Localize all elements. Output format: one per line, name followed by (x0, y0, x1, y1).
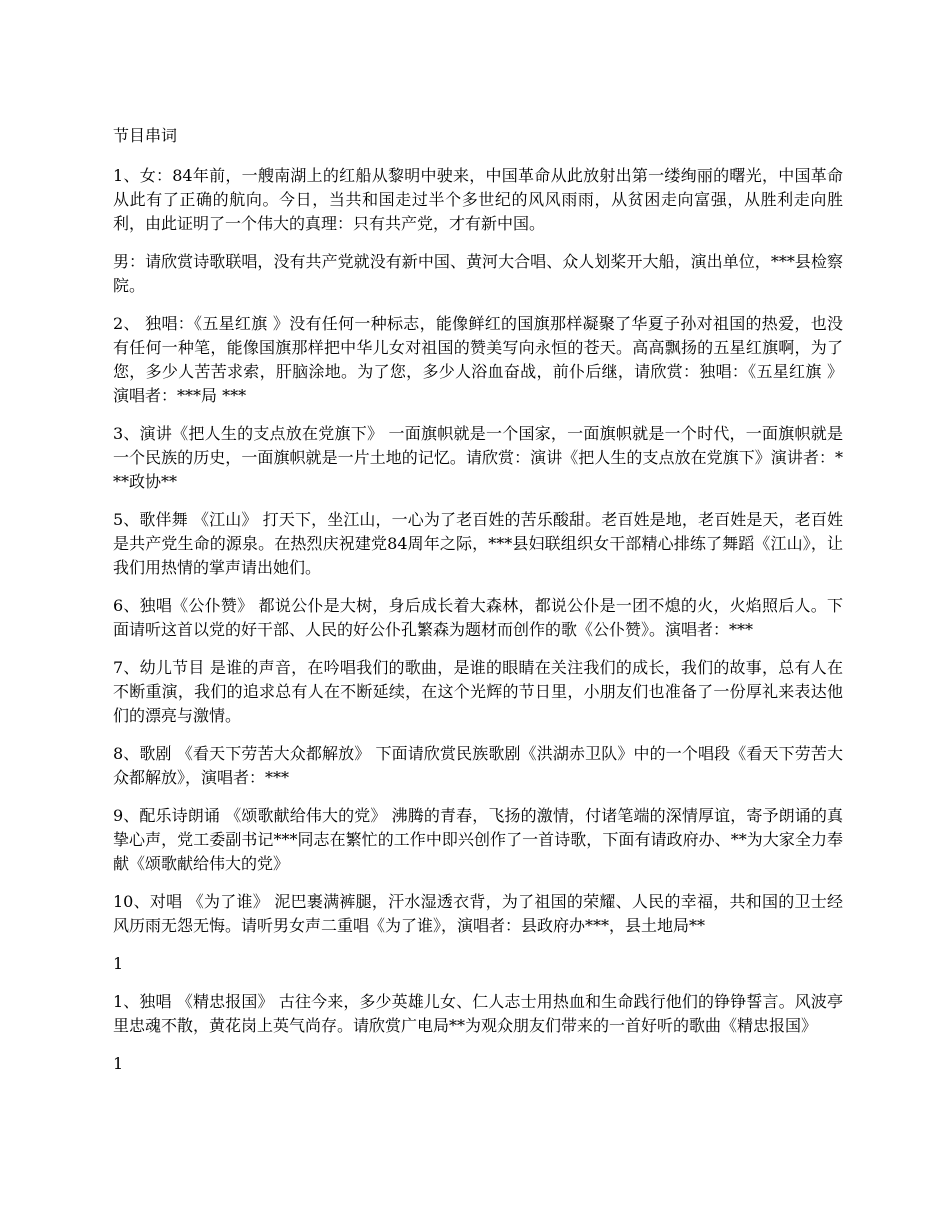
paragraph-1-patriot-song: 1、独唱 《精忠报国》 古往今来，多少英雄儿女、仁人志士用热血和生命践行他们的铮铮誓言。风波亭里忠魂不散，黄花岗上英气尚存。请欣赏广电局**为观众朋友们带来的一首好听的歌曲《精忠报国》 (113, 992, 843, 1035)
document-body (113, 124, 843, 1090)
paragraph-7-children: 7、幼儿节目 是谁的声音，在吟唱我们的歌曲，是谁的眼睛在关注我们的成长，我们的故事，总有人在不断重演，我们的追求总有人在不断延续，在这个光辉的节日里，小朋友们也准备了一份厚礼来表达他们的漂亮与激情。 (113, 658, 843, 725)
paragraph-6-solo: 6、独唱《公仆赞》 都说公仆是大树，身后成长着大森林，都说公仆是一团不熄的火，火焰照后人。下面请听这首以党的好干部、人民的好公仆孔繁森为题材而创作的歌《公仆赞》。演唱者：*** (113, 596, 843, 639)
page-number-bottom: 1 (113, 1054, 124, 1073)
paragraph-3-speech: 3、演讲《把人生的支点放在党旗下》 一面旗帜就是一个国家，一面旗帜就是一个时代，一面旗帜就是一个民族的历史，一面旗帜就是一片土地的记忆。请欣赏：演讲《把人生的支点放在党旗下》演讲者：***政协** (113, 424, 843, 491)
paragraph-8-opera: 8、歌剧 《看天下劳苦大众都解放》 下面请欣赏民族歌剧《洪湖赤卫队》中的一个唱段《看天下劳苦大众都解放》，演唱者：*** (113, 744, 843, 787)
paragraph-5-dance: 5、歌伴舞 《江山》 打天下，坐江山，一心为了老百姓的苦乐酸甜。老百姓是地，老百姓是天，老百姓是共产党生命的源泉。在热烈庆祝建党84周年之际，***县妇联组织女干部精心排练了舞蹈《江山》，让我们用热情的掌声请出她们。 (113, 510, 843, 577)
document-title: 节目串词 (113, 126, 178, 145)
paragraph-male-host: 男：请欣赏诗歌联唱，没有共产党就没有新中国、黄河大合唱、众人划桨开大船，演出单位，***县检察院。 (113, 252, 843, 295)
paragraph-1-female-host: 1、女：84年前，一艘南湖上的红船从黎明中驶来，中国革命从此放射出第一缕绚丽的曙光，中国革命从此有了正确的航向。今日，当共和国走过半个多世纪的风风雨雨，从贫困走向富强，从胜利走向胜利，由此证明了一个伟大的真理：只有共产党，才有新中国。 (113, 166, 843, 233)
paragraph-9-poem: 9、配乐诗朗诵 《颂歌献给伟大的党》 沸腾的青春，飞扬的激情，付诸笔端的深情厚谊，寄予朗诵的真挚心声，党工委副书记***同志在繁忙的工作中即兴创作了一首诗歌，下面有请政府办、**为大家全力奉献《颂歌献给伟大的党》 (113, 806, 843, 873)
paragraph-2-solo: 2、 独唱：《五星红旗 》没有任何一种标志，能像鲜红的国旗那样凝聚了华夏子孙对祖国的热爱，也没有任何一种笔，能像国旗那样把中华儿女对祖国的赞美写向永恒的苍天。高高飘扬的五星红旗啊，为了您，多少人苦苦求索，肝脑涂地。为了您，多少人浴血奋战，前仆后继，请欣赏：独唱：《五星红旗 》 演唱者：***局 *** (113, 314, 843, 405)
page-number: 1 (113, 954, 124, 973)
paragraph-10-duet: 10、对唱 《为了谁》 泥巴裹满裤腿，汗水湿透衣背，为了祖国的荣耀、人民的幸福，共和国的卫士经风历雨无怨无悔。请听男女声二重唱《为了谁》，演唱者：县政府办***，县土地局** (113, 892, 843, 935)
